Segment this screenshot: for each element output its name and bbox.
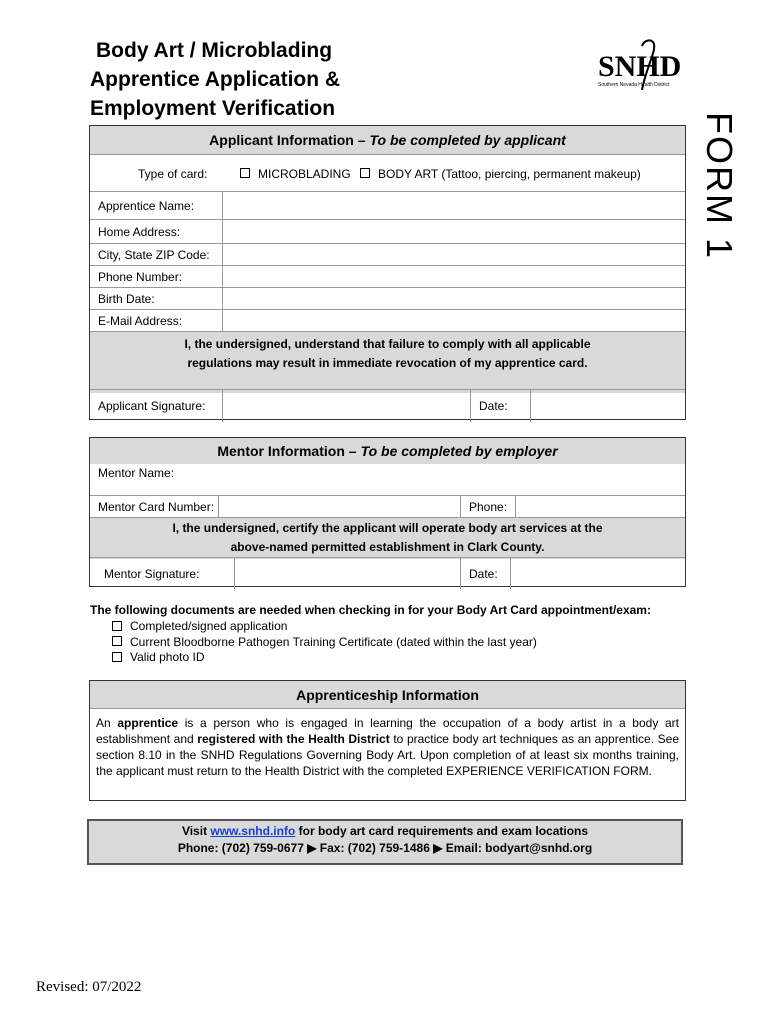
document-item: Completed/signed application bbox=[112, 619, 651, 635]
apprentice-name-row bbox=[90, 191, 685, 220]
separator-arrow-icon: ▶ bbox=[433, 841, 443, 855]
contact-line bbox=[89, 840, 681, 857]
applicant-date-field[interactable] bbox=[530, 390, 685, 422]
revision-date: Revised: 07/2022 bbox=[36, 979, 142, 995]
card-type-label: Type of card: bbox=[138, 166, 208, 181]
applicant-section bbox=[89, 125, 686, 420]
home-address-row bbox=[90, 219, 685, 244]
birth-date-field[interactable] bbox=[222, 288, 685, 310]
visit-line: Visit www.snhd.info for body art card requirements and exam locations bbox=[181, 824, 589, 838]
mentor-name-label: Mentor Name: bbox=[98, 466, 175, 480]
city-row bbox=[90, 243, 685, 266]
apprenticeship-section bbox=[89, 680, 686, 801]
mentor-signature-row bbox=[90, 557, 685, 589]
card-type-row bbox=[90, 154, 685, 192]
mentor-heading: Mentor Information – To be completed by employer bbox=[90, 438, 685, 464]
applicant-signature-field[interactable] bbox=[222, 390, 470, 422]
separator-arrow-icon: ▶ bbox=[307, 841, 317, 855]
home-address-label: Home Address: bbox=[98, 225, 181, 239]
mentor-signature-label: Mentor Signature: bbox=[104, 566, 200, 581]
mentor-date-field[interactable] bbox=[510, 558, 685, 589]
home-address-field[interactable] bbox=[222, 220, 685, 244]
body-art-checkbox[interactable] bbox=[360, 168, 370, 178]
documents-lead: The following documents are needed when checking in for your Body Art Card appointment/exam: bbox=[90, 603, 651, 617]
applicant-signature-label: Applicant Signature: bbox=[98, 399, 206, 413]
phone-field[interactable] bbox=[222, 266, 685, 288]
document-checkbox[interactable] bbox=[112, 636, 122, 646]
email-label: E-Mail Address: bbox=[98, 314, 183, 328]
applicant-signature-row bbox=[90, 389, 685, 422]
documents-list bbox=[112, 619, 651, 666]
form-title bbox=[90, 36, 340, 123]
mentor-signature-field[interactable] bbox=[234, 558, 460, 589]
microblading-checkbox[interactable] bbox=[240, 168, 250, 178]
snhd-website-link[interactable]: www.snhd.info bbox=[210, 824, 296, 838]
mentor-certification: I, the undersigned, certify the applicant will operate body art services at the above-named permitted establishment in Clark County. bbox=[90, 517, 685, 559]
applicant-date-label: Date: bbox=[470, 390, 530, 422]
contact-box bbox=[87, 819, 683, 865]
title-line-3: Employment Verification bbox=[90, 97, 336, 120]
applicant-heading-note: To be completed by applicant bbox=[369, 132, 566, 148]
document-checkbox[interactable] bbox=[112, 652, 122, 662]
applicant-heading: Applicant Information – To be completed by applicant bbox=[90, 126, 685, 154]
mentor-card-field[interactable] bbox=[218, 496, 460, 518]
required-documents bbox=[90, 603, 651, 666]
mentor-heading-note: To be completed by employer bbox=[360, 443, 558, 459]
document-item: Valid photo ID bbox=[112, 650, 651, 666]
contact-fax: Fax: (702) 759-1486 bbox=[319, 841, 430, 855]
birth-date-row bbox=[90, 287, 685, 310]
document-item: Current Bloodborne Pathogen Training Certificate (dated within the last year) bbox=[112, 635, 651, 651]
applicant-certification: I, the undersigned, understand that failure to comply with all applicable regulations may result in immediate revocation of my apprentice card. bbox=[90, 331, 685, 393]
phone-row bbox=[90, 265, 685, 288]
birth-date-label: Birth Date: bbox=[98, 292, 155, 306]
mentor-date-label: Date: bbox=[460, 558, 510, 589]
contact-email: Email: bodyart@snhd.org bbox=[445, 841, 593, 855]
email-row bbox=[90, 309, 685, 332]
title-line-1: Body Art / Microblading bbox=[96, 39, 333, 62]
city-label: City, State ZIP Code: bbox=[98, 248, 210, 262]
contact-phone: Phone: (702) 759-0677 bbox=[177, 841, 304, 855]
document-checkbox[interactable] bbox=[112, 621, 122, 631]
logo-letters: SNHD bbox=[598, 50, 682, 83]
snhd-logo bbox=[594, 38, 690, 94]
title-line-2: Apprentice Application & bbox=[90, 68, 341, 91]
body-art-option[interactable]: BODY ART (Tattoo, piercing, permanent makeup) bbox=[352, 155, 641, 192]
mentor-card-label: Mentor Card Number: bbox=[98, 500, 215, 514]
apprentice-name-field[interactable] bbox=[222, 192, 685, 220]
city-field[interactable] bbox=[222, 244, 685, 266]
logo-caption: Southern Nevada Health District bbox=[598, 82, 670, 88]
mentor-phone-label: Phone: bbox=[460, 496, 515, 518]
mentor-section bbox=[89, 437, 686, 587]
apprentice-name-label: Apprentice Name: bbox=[98, 199, 195, 213]
mentor-name-row[interactable] bbox=[90, 464, 685, 495]
microblading-option[interactable]: MICROBLADING bbox=[232, 155, 351, 192]
phone-label: Phone Number: bbox=[98, 270, 183, 284]
apprenticeship-heading: Apprenticeship Information bbox=[90, 681, 685, 709]
mentor-phone-field[interactable] bbox=[515, 496, 685, 518]
mentor-card-row bbox=[90, 495, 685, 518]
email-field[interactable] bbox=[222, 310, 685, 332]
apprenticeship-paragraph: An apprentice is a person who is engaged in learning the occupation of a body artist in a body art establishment and registered with the Health District to practice body art techniques as an apprentice. See section 8.10 in the SNHD Regulations Governing Body Art. Upon completion of at least six months training, the applicant must return to the Health District with the completed EXPERIENCE VERIFICATION FORM. bbox=[96, 716, 680, 778]
form-number-label: FORM 1 bbox=[699, 112, 740, 261]
